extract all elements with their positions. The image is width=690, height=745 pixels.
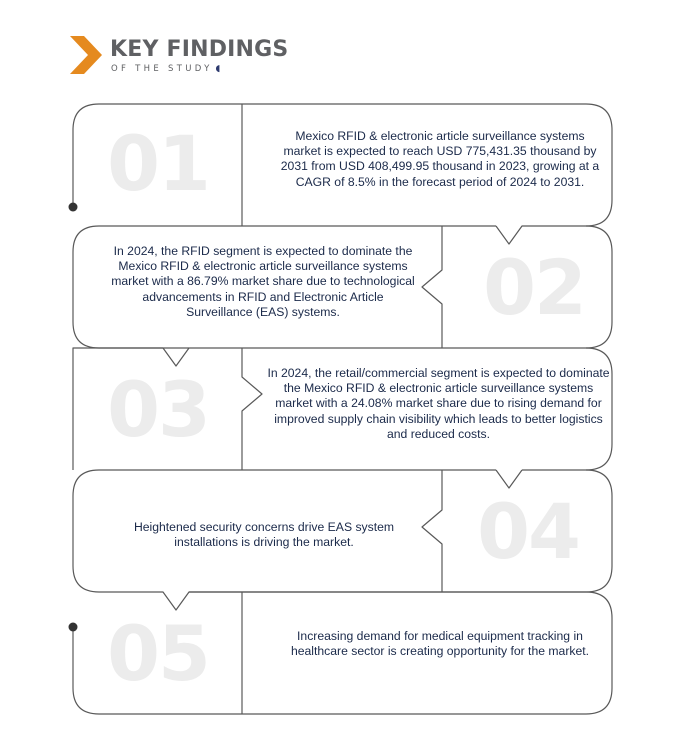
start-dot <box>69 203 78 212</box>
finding-text-1: Mexico RFID & electronic article surveillance systems market is expected to reach USD 775,431.35 thousand by 2031 from USD 408,499.95 thousand in 2023, growing at a CAGR of 8.5% in the forecast period of 2024 to 2031. <box>280 129 600 189</box>
page-title: KEY FINDINGS <box>110 37 289 62</box>
finding-text-2: In 2024, the RFID segment is expected to dominate the Mexico RFID & electronic article surveillance systems market with a 86.79% market share due to technological advancements in RFID and Electronic Article Surveillance (EAS) systems. <box>111 244 415 319</box>
finding-text-4: Heightened security concerns drive EAS system installations is driving the market. <box>133 520 395 550</box>
crescent-icon: ◖ <box>212 64 221 74</box>
notch-4 <box>422 470 442 592</box>
finding-number-2: 02 <box>483 243 585 332</box>
finding-text-3: In 2024, the retail/commercial segment is expected to dominate the Mexico RFID & electronic article surveillance systems market with a 24.08% market share due to rising demand for improved supply chain visibility which leads to better logistics and reduced costs. <box>267 366 610 441</box>
finding-text-5: Increasing demand for medical equipment tracking in healthcare sector is creating opportunity for the market. <box>290 629 590 659</box>
finding-number-1: 01 <box>107 119 209 208</box>
finding-number-3: 03 <box>107 365 209 454</box>
finding-number-5: 05 <box>107 609 209 698</box>
notch-2 <box>422 226 442 348</box>
end-dot <box>69 623 78 632</box>
notch-3 <box>242 348 262 470</box>
finding-number-4: 04 <box>477 487 579 576</box>
page-subtitle: OF THE STUDY ◖ <box>111 64 221 74</box>
